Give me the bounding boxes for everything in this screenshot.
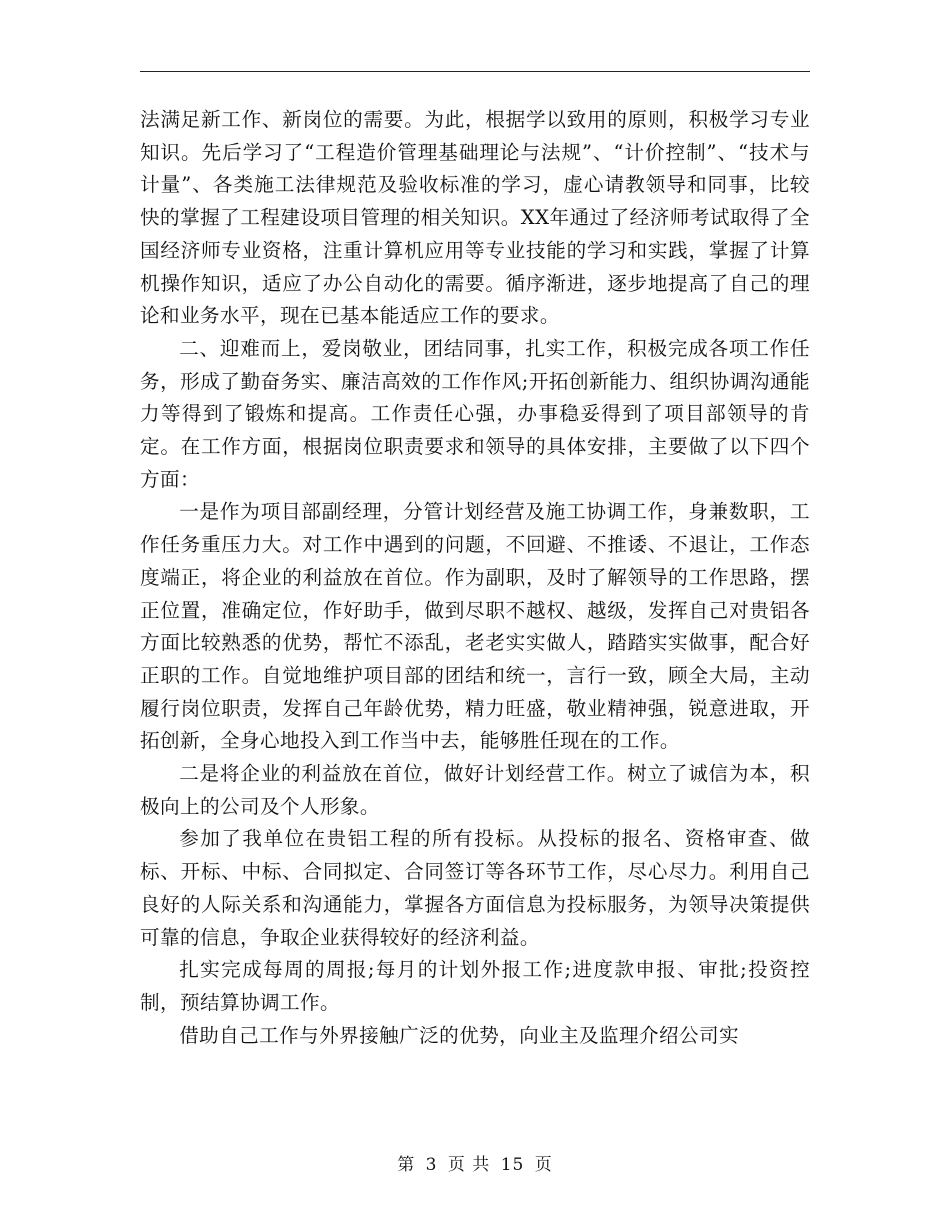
footer-prefix: 第 bbox=[397, 1155, 416, 1175]
paragraph-1: 法满足新工作、新岗位的需要。为此，根据学以致用的原则，积极学习专业知识。先后学习了“工程造价管理基础理论与法规”、“计价控制”、“技术与计量”、各类施工法律规范及验收标准的学习，虚心请教领导和同事，比较快的掌握了工程建设项目管理的相关知识。XX年通过了经济师考试取得了全国经济师专业资格，注重计算机应用等专业技能的学习和实践，掌握了计算机操作知识，适应了办公自动化的需要。循序渐进，逐步地提高了自己的理论和业务水平，现在已基本能适应工作的要求。 bbox=[140, 108, 810, 328]
paragraph-2: 二、迎难而上，爱岗敬业，团结同事，扎实工作，积极完成各项工作任务，形成了勤奋务实、廉洁高效的工作作风;开拓创新能力、组织协调沟通能力等得到了锻炼和提高。工作责任心强，办事稳妥得到了项目部领导的肯定。在工作方面，根据岗位职责要求和领导的具体安排，主要做了以下四个方面： bbox=[140, 336, 810, 491]
paragraph-5: 参加了我单位在贵铝工程的所有投标。从投标的报名、资格审查、做标、开标、中标、合同拟定、合同签订等各环节工作，尽心尽力。利用自己良好的人际关系和沟通能力，掌握各方面信息为投标服务，为领导决策提供可靠的信息，争取企业获得较好的经济利益。 bbox=[140, 827, 810, 949]
page-footer bbox=[0, 1154, 950, 1176]
footer-current-page: 3 bbox=[425, 1155, 438, 1175]
footer-middle: 页 共 bbox=[447, 1155, 491, 1175]
footer-total-pages: 15 bbox=[500, 1155, 525, 1175]
paragraph-3: 一是作为项目部副经理，分管计划经营及施工协调工作，身兼数职，工作任务重压力大。对工作中遇到的问题，不回避、不推诿、不退让，工作态度端正，将企业的利益放在首位。作为副职，及时了解领导的工作思路，摆正位置，准确定位，作好助手，做到尽职不越权、越级，发挥自己对贵铝各方面比较熟悉的优势，帮忙不添乱，老老实实做人，踏踏实实做事，配合好正职的工作。自觉地维护项目部的团结和统一，言行一致，顾全大局，主动履行岗位职责，发挥自己年龄优势，精力旺盛，敬业精神强，锐意进取，开拓创新，全身心地投入到工作当中去，能够胜任现在的工作。 bbox=[140, 500, 810, 753]
paragraph-7: 借助自己工作与外界接触广泛的优势，向业主及监理介绍公司实 bbox=[179, 1023, 740, 1047]
paragraph-6: 扎实完成每周的周报;每月的计划外报工作;进度款申报、审批;投资控制，预结算协调工作。 bbox=[140, 958, 810, 1014]
header-rule bbox=[140, 71, 810, 72]
footer-suffix: 页 bbox=[534, 1155, 553, 1175]
document-body bbox=[140, 104, 810, 1052]
paragraph-4: 二是将企业的利益放在首位，做好计划经营工作。树立了诚信为本，积极向上的公司及个人形象。 bbox=[140, 762, 810, 818]
